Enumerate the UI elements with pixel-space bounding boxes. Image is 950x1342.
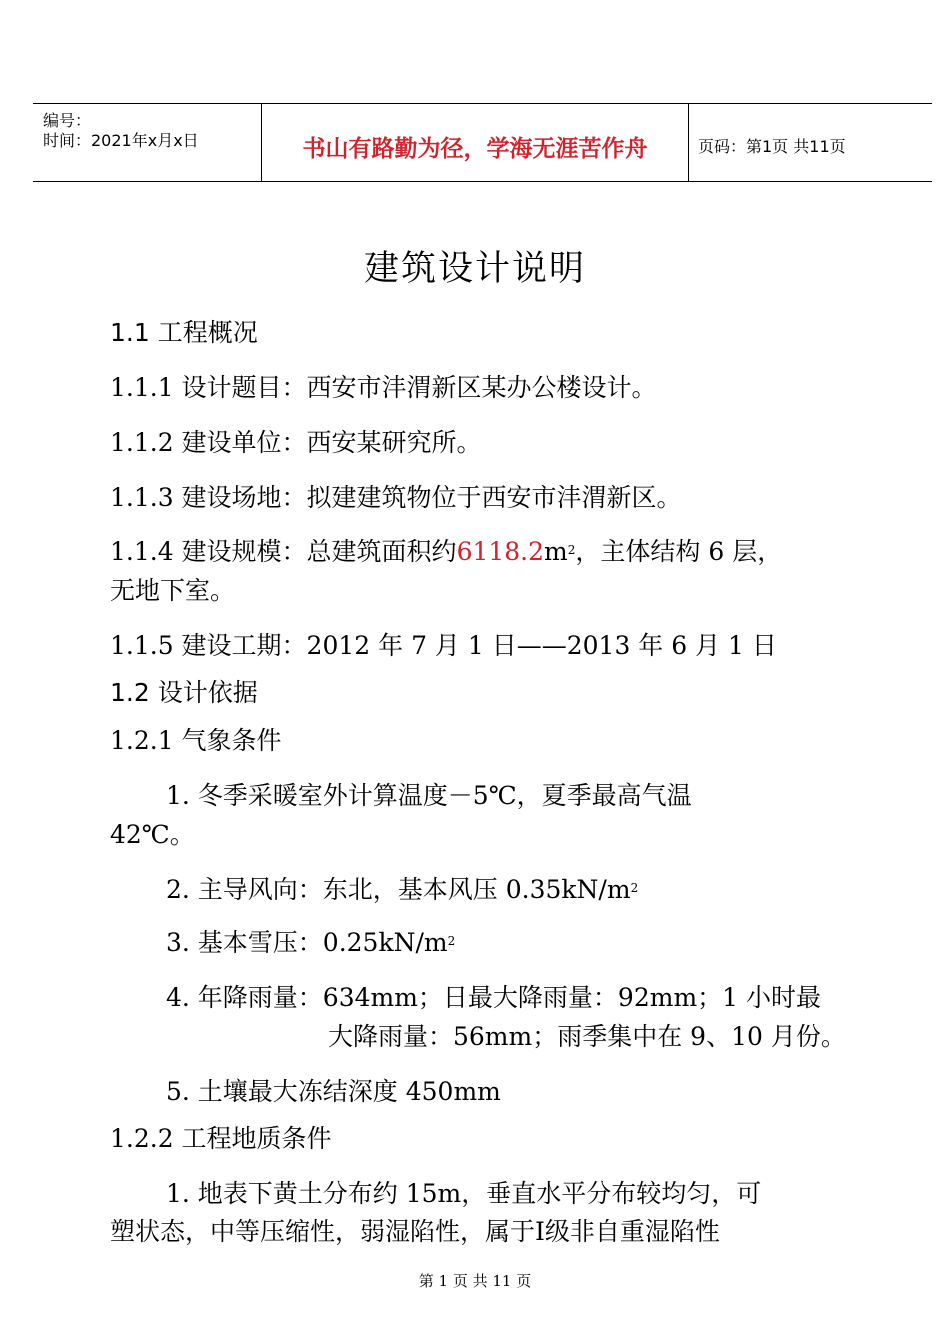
weather-item-1-continued: 42℃。 (110, 820, 195, 849)
paragraph-1-2-2: 1.2.2 工程地质条件 (110, 1124, 332, 1153)
scale-prefix: 1.1.4 建设规模：总建筑面积约 (110, 537, 457, 566)
document-title: 建筑设计说明 (363, 249, 586, 289)
wind-unit-exponent: 2 (630, 881, 639, 895)
number-label: 编号： (43, 111, 92, 130)
section-heading-1-2: 1.2 设计依据 (110, 678, 258, 707)
header-right-cell (688, 104, 932, 181)
paragraph-1-1-4 (110, 537, 782, 567)
paragraph-1-1-5: 1.1.5 建设工期：2012 年 7 月 1 日——2013 年 6 月 1 日 (110, 631, 777, 660)
header-center-cell (261, 104, 689, 181)
weather-item-4-continued: 大降雨量：56mm；雨季集中在 9、10 月份。 (328, 1022, 846, 1051)
weather-item-1: 1. 冬季采暖室外计算温度－5℃，夏季最高气温 (166, 781, 692, 810)
geology-item-1-continued: 塑状态，中等压缩性，弱湿陷性，属于Ⅰ级非自重湿陷性 (110, 1217, 720, 1246)
weather-item-3 (166, 928, 455, 958)
paragraph-1-1-3: 1.1.3 建设场地：拟建建筑物位于西安市沣渭新区。 (110, 483, 682, 512)
paragraph-1-1-1: 1.1.1 设计题目：西安市沣渭新区某办公楼设计。 (110, 373, 657, 402)
time-label: 时间：2021年x月x日 (43, 131, 199, 150)
header-motto: 书山有路勤为径，学海无涯苦作舟 (302, 136, 648, 162)
paragraph-1-1-4-continued: 无地下室。 (110, 576, 236, 605)
area-unit-exponent: 2 (567, 543, 576, 557)
weather-item-5: 5. 土壤最大冻结深度 450mm (166, 1077, 501, 1106)
page-footer: 第 1 页 共 11 页 (418, 1272, 532, 1290)
scale-suffix: ，主体结构 6 层， (575, 537, 783, 566)
snow-text: 3. 基本雪压：0.25kN/m (166, 928, 448, 957)
weather-item-2 (166, 875, 638, 905)
wind-text: 2. 主导风向：东北，基本风压 0.35kN/m (166, 875, 631, 904)
page-info: 页码：第1页 共11页 (698, 137, 846, 156)
section-heading-1-1: 1.1 工程概况 (110, 318, 258, 347)
geology-item-1: 1. 地表下黄土分布约 15m，垂直水平分布较均匀，可 (166, 1179, 762, 1208)
area-unit: m (544, 537, 568, 566)
snow-unit-exponent: 2 (447, 934, 456, 948)
floor-area-value: 6118.2 (456, 537, 545, 566)
header-left-cell (33, 104, 261, 181)
weather-item-4: 4. 年降雨量：634mm；日最大降雨量：92mm；1 小时最 (166, 983, 822, 1012)
document-header (33, 103, 932, 182)
paragraph-1-1-2: 1.1.2 建设单位：西安某研究所。 (110, 428, 482, 457)
paragraph-1-2-1: 1.2.1 气象条件 (110, 726, 282, 755)
